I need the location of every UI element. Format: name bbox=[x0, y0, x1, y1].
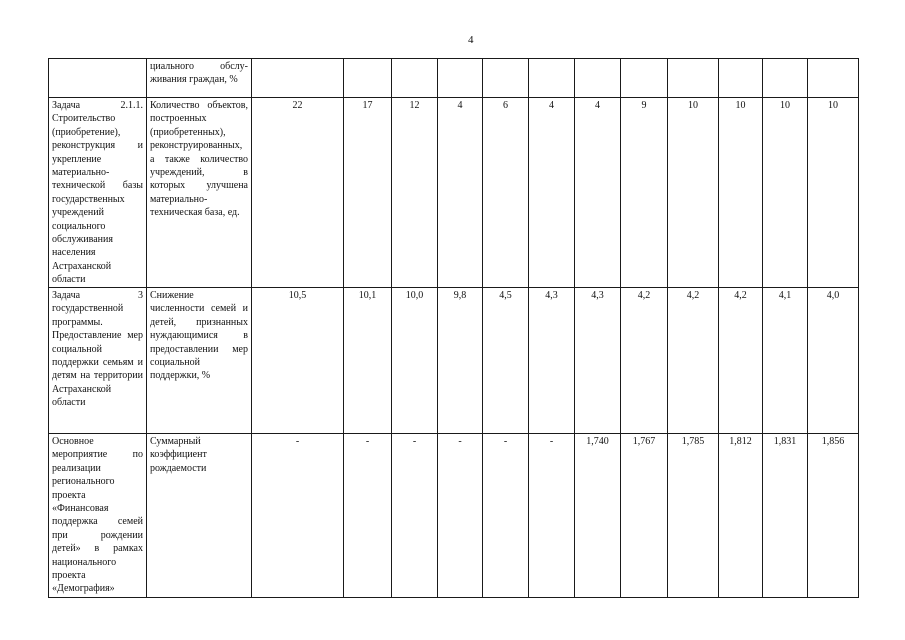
value-cell: 10,0 bbox=[392, 288, 438, 434]
value-cell: 4,3 bbox=[575, 288, 621, 434]
value-cell: 17 bbox=[344, 98, 392, 288]
value-cell: 4,5 bbox=[483, 288, 529, 434]
value-cell: - bbox=[344, 434, 392, 598]
value-cell: - bbox=[529, 434, 575, 598]
value-cell: 9,8 bbox=[438, 288, 483, 434]
table-row bbox=[49, 434, 859, 598]
indicator-cell: Суммарный коэффициент рождаемости bbox=[147, 434, 252, 598]
value-cell bbox=[808, 59, 859, 98]
indicator-cell: Снижение численности семей и детей, признанных нуждающимися в предоставлении мер социальной поддержки, % bbox=[147, 288, 252, 434]
value-cell: - bbox=[438, 434, 483, 598]
value-cell bbox=[529, 59, 575, 98]
value-cell: 1,740 bbox=[575, 434, 621, 598]
value-cell: 10 bbox=[808, 98, 859, 288]
value-cell: 4 bbox=[529, 98, 575, 288]
value-cell: 4,2 bbox=[668, 288, 719, 434]
value-cell: - bbox=[252, 434, 344, 598]
value-cell: 12 bbox=[392, 98, 438, 288]
value-cell: 4 bbox=[575, 98, 621, 288]
value-cell bbox=[438, 59, 483, 98]
value-cell: 10,1 bbox=[344, 288, 392, 434]
task-cell: Задача 3 государственной программы. Предоставление мер социальной поддержки семьям и детям на территории Астраханской области bbox=[49, 288, 147, 434]
value-cell: 1,812 bbox=[719, 434, 763, 598]
value-cell: 9 bbox=[621, 98, 668, 288]
value-cell: 4,2 bbox=[719, 288, 763, 434]
value-cell: 10 bbox=[763, 98, 808, 288]
indicators-table bbox=[48, 58, 859, 598]
table-row bbox=[49, 288, 859, 434]
value-cell bbox=[763, 59, 808, 98]
value-cell: 1,767 bbox=[621, 434, 668, 598]
indicator-cell: циального обслу-живания граждан, % bbox=[147, 59, 252, 98]
table-row bbox=[49, 98, 859, 288]
value-cell bbox=[575, 59, 621, 98]
value-cell: 10,5 bbox=[252, 288, 344, 434]
value-cell bbox=[483, 59, 529, 98]
value-cell: 1,856 bbox=[808, 434, 859, 598]
task-cell bbox=[49, 59, 147, 98]
value-cell: 4,3 bbox=[529, 288, 575, 434]
value-cell: 6 bbox=[483, 98, 529, 288]
value-cell: 4,1 bbox=[763, 288, 808, 434]
value-cell: 4 bbox=[438, 98, 483, 288]
value-cell: - bbox=[392, 434, 438, 598]
value-cell bbox=[719, 59, 763, 98]
value-cell bbox=[344, 59, 392, 98]
value-cell bbox=[252, 59, 344, 98]
value-cell: 1,785 bbox=[668, 434, 719, 598]
value-cell bbox=[392, 59, 438, 98]
indicator-cell: Количество объектов, построенных (приобретенных), реконструированных, а также количество учреждений, в которых улучшена материально-техническая база, ед. bbox=[147, 98, 252, 288]
value-cell: 10 bbox=[668, 98, 719, 288]
value-cell: - bbox=[483, 434, 529, 598]
task-cell: Задача 2.1.1. Строительство (приобретение), реконструкция и укрепление материально-технической базы государственных учреждений социального обслуживания населения Астраханской области bbox=[49, 98, 147, 288]
value-cell bbox=[621, 59, 668, 98]
page-number: 4 bbox=[468, 34, 474, 46]
table-row bbox=[49, 59, 859, 98]
value-cell bbox=[668, 59, 719, 98]
value-cell: 4,2 bbox=[621, 288, 668, 434]
value-cell: 10 bbox=[719, 98, 763, 288]
value-cell: 4,0 bbox=[808, 288, 859, 434]
task-cell: Основное мероприятие по реализации регионального проекта «Финансовая поддержка семей при рождении детей» в рамках национального проекта «Демография» bbox=[49, 434, 147, 598]
value-cell: 1,831 bbox=[763, 434, 808, 598]
value-cell: 22 bbox=[252, 98, 344, 288]
